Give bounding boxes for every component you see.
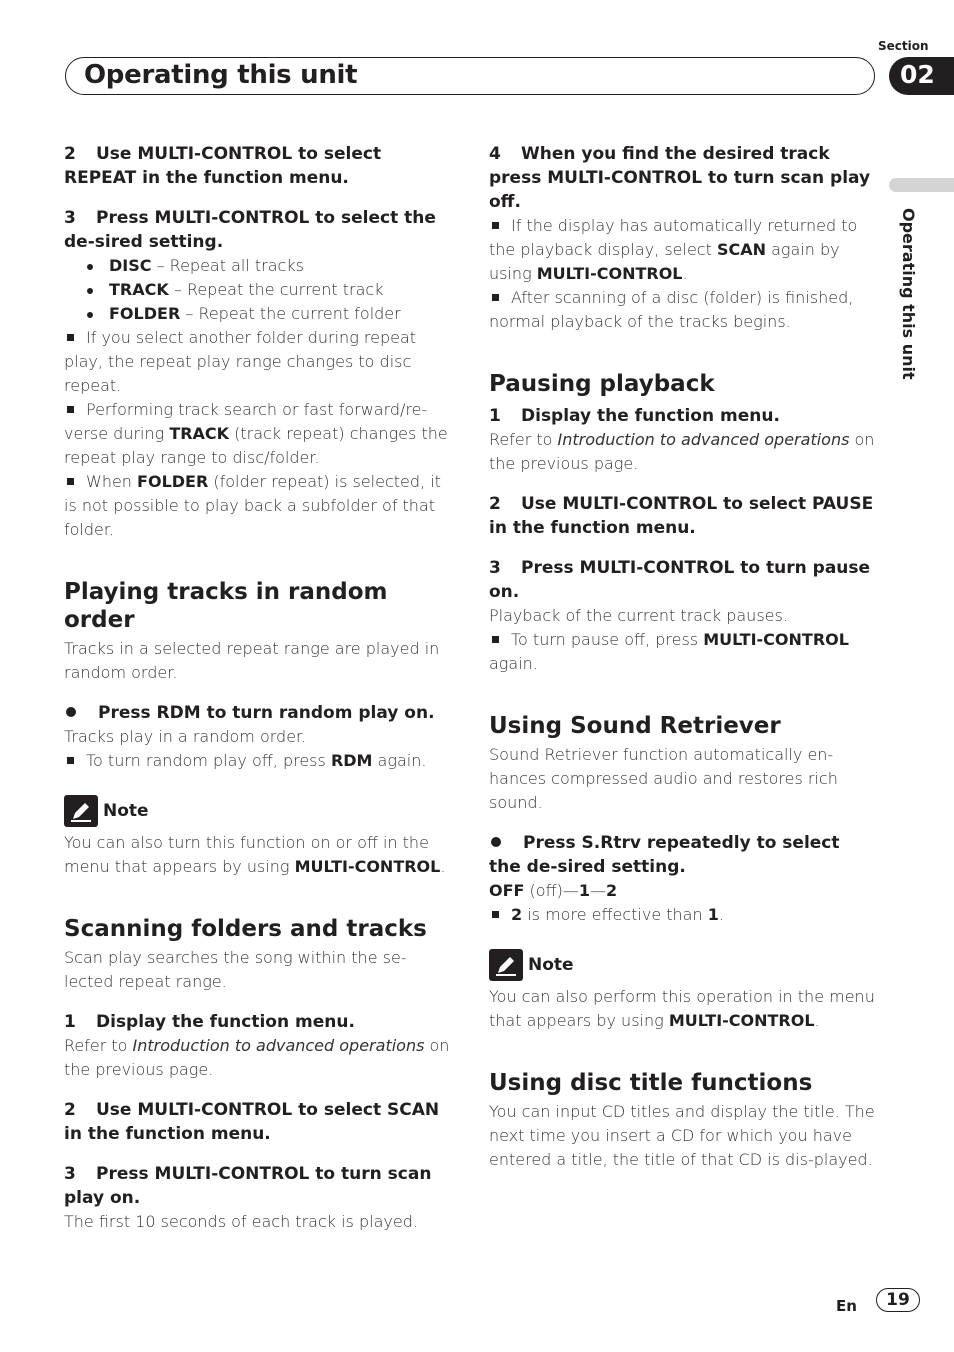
repeat-note-3: When FOLDER (folder repeat) is selected, it is not possible to play back a subfolder of that folder. <box>64 472 441 539</box>
repeat-options-list <box>64 254 452 326</box>
language-label: En <box>836 1297 857 1315</box>
random-heading: Playing tracks in random order <box>64 579 388 633</box>
scan-intro: Scan play searches the song within the se-lected repeat range. <box>64 948 407 991</box>
note-heading: Note <box>64 795 452 827</box>
bullet-dot-icon <box>491 837 501 847</box>
list-item: FOLDER – Repeat the current folder <box>84 302 452 326</box>
scan-reference: Refer to Introduction to advanced operations on the previous page. <box>64 1036 450 1079</box>
bullet-square-icon <box>67 757 74 764</box>
pause-result: Playback of the current track pauses. <box>489 606 788 625</box>
scan-step-2: 2 Use MULTI-CONTROL to select SCAN in the function menu. <box>64 1100 440 1144</box>
list-item: DISC – Repeat all tracks <box>84 254 452 278</box>
pause-step-2: 2 Use MULTI-CONTROL to select PAUSE in the function menu. <box>489 494 874 538</box>
left-column <box>64 142 452 1234</box>
section-number: 02 <box>900 60 935 89</box>
bullet-square-icon <box>67 334 74 341</box>
disc-title-heading: Using disc title functions <box>489 1070 813 1096</box>
bullet-square-icon <box>492 911 499 918</box>
note-pencil-icon <box>489 949 523 981</box>
repeat-step-2: 2 Use MULTI-CONTROL to select REPEAT in the function menu. <box>64 144 382 188</box>
random-step: Press RDM to turn random play on. <box>64 701 452 725</box>
page-number: 19 <box>876 1288 920 1312</box>
bullet-square-icon <box>67 406 74 413</box>
pause-off-note: To turn pause off, press MULTI-CONTROL again. <box>489 630 849 673</box>
sound-retriever-intro: Sound Retriever function automatically en-hances compressed audio and restores rich sound. <box>489 745 838 812</box>
note-pencil-icon <box>64 795 98 827</box>
note-heading: Note <box>489 949 877 981</box>
repeat-step-3: 3 Press MULTI-CONTROL to select the de-sired setting. <box>64 208 436 252</box>
scan-step-4: 4 When you find the desired track press MULTI-CONTROL to turn scan play off. <box>489 144 871 212</box>
repeat-note-2: Performing track search or fast forward/re-verse during TRACK (track repeat) changes the repeat play range to disc/folder. <box>64 400 448 467</box>
scan-result: The first 10 seconds of each track is played. <box>64 1212 418 1231</box>
bullet-dot-icon <box>66 707 76 717</box>
scan-note-1: If the display has automatically returned to the playback display, select SCAN again by using MULTI-CONTROL. <box>489 216 858 283</box>
pause-step-3: 3 Press MULTI-CONTROL to turn pause on. <box>489 558 871 602</box>
disc-title-intro: You can input CD titles and display the title. The next time you insert a CD for which you have entered a title, the title of that CD is dis-played. <box>489 1102 875 1169</box>
pause-reference: Refer to Introduction to advanced operations on the previous page. <box>489 430 875 473</box>
random-intro: Tracks in a selected repeat range are played in random order. <box>64 639 440 682</box>
repeat-note-1: If you select another folder during repeat play, the repeat play range changes to disc repeat. <box>64 328 417 395</box>
sound-retriever-step: Press S.Rtrv repeatedly to select the de-sired setting. <box>489 833 840 877</box>
random-result: Tracks play in a random order. <box>64 727 307 746</box>
scan-heading: Scanning folders and tracks <box>64 916 427 942</box>
pause-heading: Pausing playback <box>489 371 715 397</box>
sound-retriever-heading: Using Sound Retriever <box>489 713 781 739</box>
pause-step-1: 1 Display the function menu. <box>489 406 780 426</box>
bullet-square-icon <box>492 636 499 643</box>
bullet-square-icon <box>492 222 499 229</box>
note-text: You can also turn this function on or off in the menu that appears by using MULTI-CONTROL. <box>64 833 446 876</box>
scan-step-3: 3 Press MULTI-CONTROL to turn scan play on. <box>64 1164 432 1208</box>
sound-retriever-note: 2 is more effective than 1. <box>489 903 877 927</box>
right-column <box>489 142 877 1172</box>
bullet-square-icon <box>492 294 499 301</box>
page-title: Operating this unit <box>84 60 358 90</box>
section-label: Section <box>878 39 929 53</box>
random-off-note: To turn random play off, press RDM again. <box>64 749 452 773</box>
side-tab-marker <box>889 178 954 192</box>
scan-note-2: After scanning of a disc (folder) is finished, normal playback of the tracks begins. <box>489 288 854 331</box>
note-text: You can also perform this operation in the menu that appears by using MULTI-CONTROL. <box>489 987 875 1030</box>
side-tab-label: Operating this unit <box>899 208 918 380</box>
bullet-square-icon <box>67 478 74 485</box>
list-item: TRACK – Repeat the current track <box>84 278 452 302</box>
scan-step-1: 1 Display the function menu. <box>64 1012 355 1032</box>
sound-retriever-options: OFF (off)—1—2 <box>489 881 618 900</box>
